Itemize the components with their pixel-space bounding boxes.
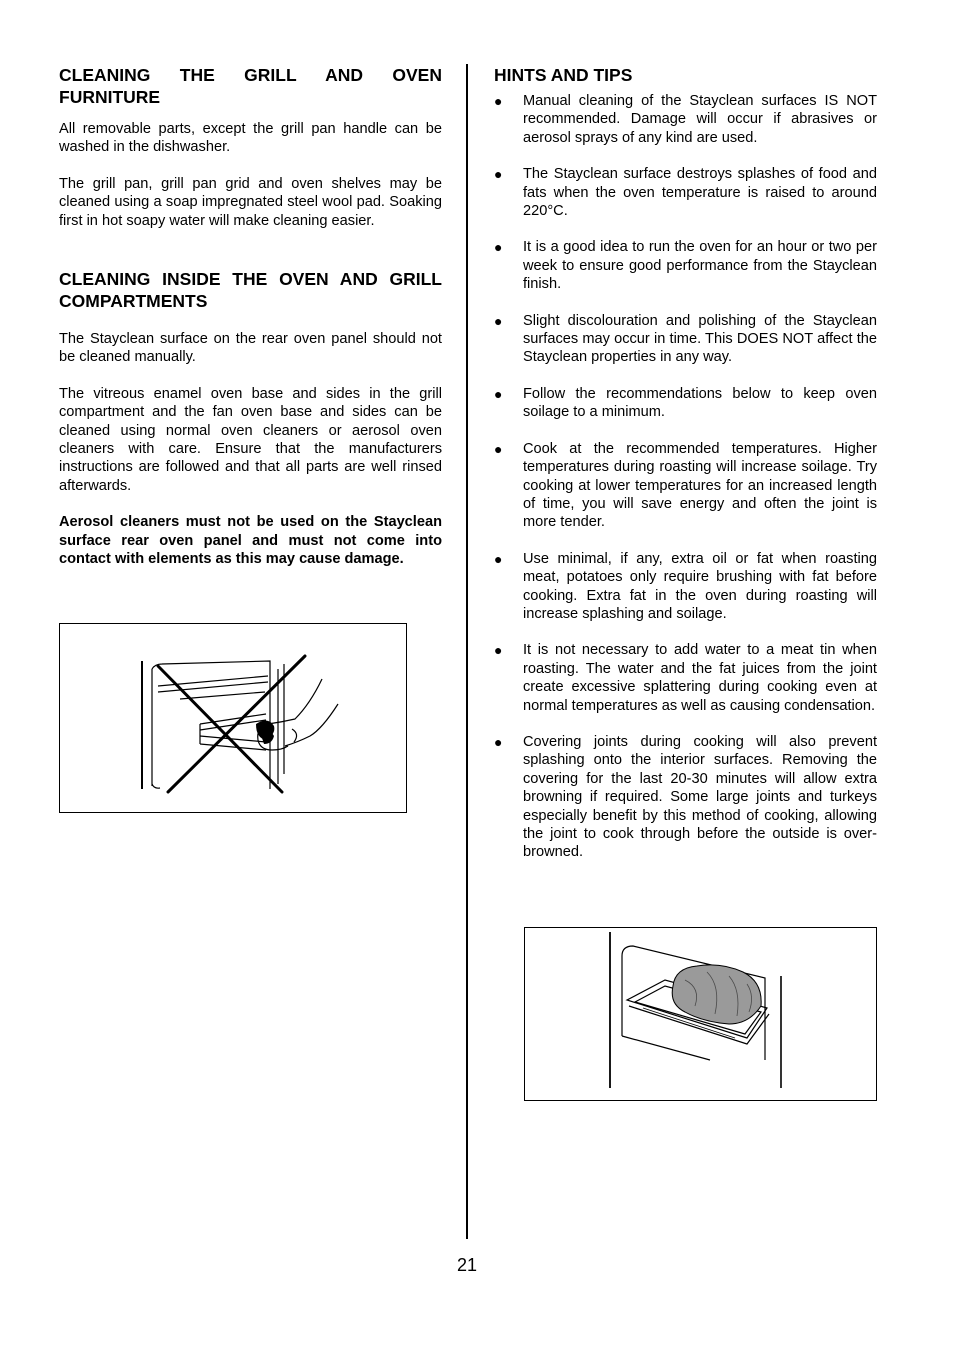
illustration-no-manual-cleaning xyxy=(59,623,407,813)
tip-item xyxy=(494,92,877,147)
bullet-icon: ● xyxy=(494,312,503,329)
column-divider xyxy=(466,64,468,1239)
heading-cleaning-grill-furniture: CLEANING THE GRILL AND OVEN FURNITURE xyxy=(59,65,442,107)
oven-cleaning-crossed-out-icon xyxy=(60,624,405,811)
tip-text: Slight discolouration and polishing of the Stayclean surfaces may occur in time. This DOES NOT affect the Stayclean properties in any way. xyxy=(523,312,877,366)
tip-text: Follow the recommendations below to keep oven soilage to a minimum. xyxy=(523,385,877,421)
page-number: 21 xyxy=(456,1255,478,1275)
warning-aerosol: Aerosol cleaners must not be used on the Stayclean surface rear oven panel and must not come into contact with elements as this may cause damage. xyxy=(59,514,442,568)
tips-list xyxy=(494,92,877,862)
left-column xyxy=(59,64,442,569)
bullet-icon: ● xyxy=(494,642,503,659)
bullet-icon: ● xyxy=(494,166,503,183)
tip-item xyxy=(494,385,877,422)
tip-text: Use minimal, if any, extra oil or fat when roasting meat, potatoes only require brushing with fat before cooking. Extra fat in the oven during roasting will increase splashing and soilage. xyxy=(523,550,877,622)
roasting-tin-icon xyxy=(525,928,875,1099)
tip-item xyxy=(494,440,877,532)
tip-text: It is a good idea to run the oven for an hour or two per week to ensure good performance from the Stayclean finish. xyxy=(523,239,877,293)
bullet-icon: ● xyxy=(494,440,503,457)
bullet-icon: ● xyxy=(494,550,503,567)
bullet-icon: ● xyxy=(494,385,503,402)
tip-text: Covering joints during cooking will also prevent splashing onto the interior surfaces. Removing the covering for the last 20-30 minutes will allow extra browning if required. Some large joints and turkeys especially benefit by this method of cooking, allowing the joint to cook through before the outside is over-browned. xyxy=(523,733,877,861)
tip-text: It is not necessary to add water to a meat tin when roasting. The water and the fat juices from the joint create excessive splattering during cooking even at normal temperatures as well as causing condensation. xyxy=(523,642,877,714)
paragraph-removable-parts: All removable parts, except the grill pan handle can be washed in the dishwasher. xyxy=(59,121,442,156)
tip-item xyxy=(494,733,877,862)
bullet-icon: ● xyxy=(494,239,503,256)
right-column xyxy=(494,64,877,862)
tip-item xyxy=(494,312,877,367)
paragraph-vitreous-enamel: The vitreous enamel oven base and sides in the grill compartment and the fan oven base and sides can be cleaned using normal oven cleaners or aerosol oven cleaners with care. Ensure that the manufacturers instructions are followed and that all parts are well rinsed afterwards. xyxy=(59,385,442,494)
tip-item xyxy=(494,641,877,715)
paragraph-grill-pan: The grill pan, grill pan grid and oven shelves may be cleaned using a soap impregnated steel wool pad. Soaking first in hot soapy water will make cleaning easier. xyxy=(59,175,442,229)
tip-item xyxy=(494,550,877,624)
illustration-roasting-joint xyxy=(524,927,877,1101)
tip-text: Manual cleaning of the Stayclean surfaces IS NOT recommended. Damage will occur if abrasives or aerosol sprays of any kind are used. xyxy=(523,93,877,146)
heading-cleaning-inside-oven: CLEANING INSIDE THE OVEN AND GRILL COMPARTMENTS xyxy=(59,269,442,312)
tip-text: The Stayclean surface destroys splashes of food and fats when the oven temperature is raised to around 220°C. xyxy=(523,166,877,220)
tip-item xyxy=(494,165,877,220)
bullet-icon: ● xyxy=(494,93,503,109)
tip-text: Cook at the recommended temperatures. Higher temperatures during roasting will increase soilage. Try cooking at lower temperatures for an increased length of time, you will save energy and often the joint is more tender. xyxy=(523,440,877,531)
paragraph-stayclean-rear: The Stayclean surface on the rear oven panel should not be cleaned manually. xyxy=(59,331,442,366)
tip-item xyxy=(494,238,877,293)
bullet-icon: ● xyxy=(494,733,503,750)
heading-hints-and-tips: HINTS AND TIPS xyxy=(494,65,633,85)
